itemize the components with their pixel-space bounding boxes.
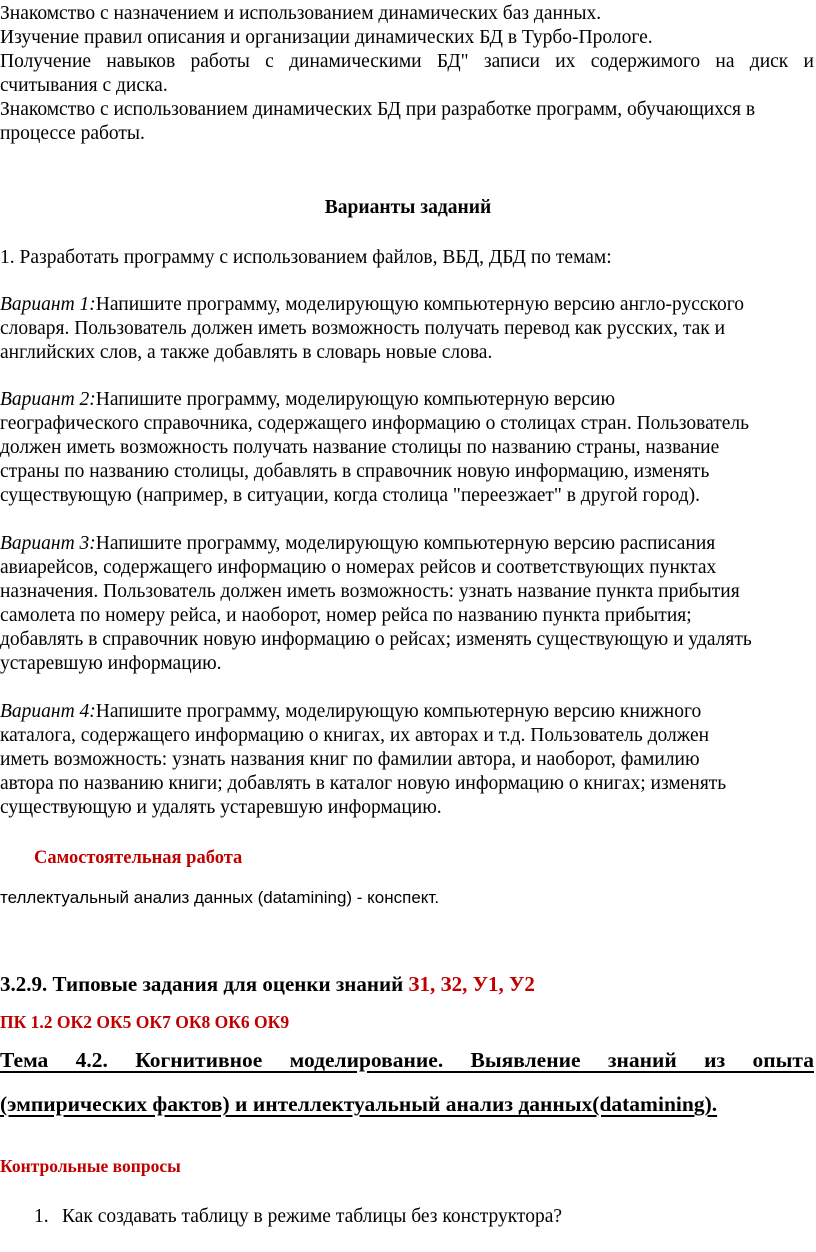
variant-3-line-3: назначения. Пользователь должен иметь возможность: узнать название пункта прибытия <box>0 581 740 602</box>
variant-2-line-1: Вариант 2:Напишите программу, моделирующую компьютерную версию <box>0 389 616 410</box>
variant-3-label: Вариант 3: <box>0 533 96 554</box>
control-questions-heading: Контрольные вопросы <box>0 1156 181 1176</box>
variant-1-line-2: словаря. Пользователь должен иметь возможность получать перевод как русских, так и <box>0 318 726 339</box>
variant-1-line-1: Вариант 1:Напишите программу, моделирующую компьютерную версию англо-русского <box>0 294 745 315</box>
section-title: 3.2.9. Типовые задания для оценки знаний З1, З2, У1, У2 <box>0 972 535 996</box>
variants-heading: Варианты заданий <box>324 197 492 218</box>
variant-3-line-1: Вариант 3:Напишите программу, моделирующую компьютерную версию расписания <box>0 533 716 554</box>
variant-1-label: Вариант 1: <box>0 294 96 315</box>
variant-1-line-3: английских слов, а также добавлять в словарь новые слова. <box>0 342 493 363</box>
variant-2-label: Вариант 2: <box>0 389 96 410</box>
intro-line-6: процессе работы. <box>0 123 145 144</box>
variant-4-line-4: автора по названию книги; добавлять в каталог новую информацию о книгах; изменять <box>0 773 727 794</box>
variant-3-line-2: авиарейсов, содержащего информацию о номерах рейсов и соответствующих пунктах <box>0 557 717 578</box>
intro-line-5: Знакомство с использованием динамических БД при разработке программ, обучающихся в <box>0 99 756 120</box>
variant-3-line-4: самолета по номеру рейса, и наоборот, номер рейса по названию пункта прибытия; <box>0 605 692 626</box>
topic-line-1: Тема 4.2. Когнитивное моделирование. Выявление знаний из опыта <box>0 1048 814 1072</box>
question-1: Как создавать таблицу в режиме таблицы без конструктора? <box>62 1206 563 1227</box>
variant-2-line-4: страны по названию столицы, добавлять в справочник новую информацию, изменять <box>0 461 710 482</box>
task-1: 1. Разработать программу с использованием файлов, ВБД, ДБД по темам: <box>0 247 612 268</box>
variant-3-line-5: добавлять в справочник новую информацию о рейсах; изменять существующую и удалять <box>0 629 752 650</box>
question-1-number: 1. <box>34 1206 49 1227</box>
intro-line-1: Знакомство с назначением и использованием динамических баз данных. <box>0 3 602 24</box>
variant-3-line-6: устаревшую информацию. <box>0 653 222 674</box>
variant-4-line-3: иметь возможность: узнать названия книг по фамилии автора, и наоборот, фамилию <box>0 749 700 770</box>
datamining-line: теллектуальный анализ данных (datamining) - конспект. <box>0 888 440 907</box>
intro-line-4: считывания с диска. <box>0 75 168 96</box>
intro-line-2: Изучение правил описания и организации динамических БД в Турбо-Прологе. <box>0 27 653 48</box>
variant-4-line-2: каталога, содержащего информацию о книгах, их авторах и т.д. Пользователь должен <box>0 725 710 746</box>
variant-2-line-3: должен иметь возможность получать название столицы по названию страны, название <box>0 437 720 458</box>
independent-work-heading: Самостоятельная работа <box>34 848 243 868</box>
variant-4-line-5: существующую и удалять устаревшую информацию. <box>0 797 442 818</box>
variant-2-line-5: существующую (например, в ситуации, когда столица "переезжает" в другой город). <box>0 485 701 506</box>
variant-4-line-1: Вариант 4:Напишите программу, моделирующую компьютерную версию книжного <box>0 701 702 722</box>
variant-4-label: Вариант 4: <box>0 701 96 722</box>
section-codes: З1, З2, У1, У2 <box>408 972 535 996</box>
topic-line-2: (эмпирических фактов) и интеллектуальный анализ данных(datamining). <box>0 1092 718 1116</box>
competencies: ПК 1.2 ОК2 ОК5 ОК7 ОК8 ОК6 ОК9 <box>0 1012 290 1032</box>
variant-2-line-2: географического справочника, содержащего информацию о столицах стран. Пользователь <box>0 413 750 434</box>
intro-line-3: Получение навыков работы с динамическими БД" записи их содержимого на диск и <box>0 51 814 72</box>
